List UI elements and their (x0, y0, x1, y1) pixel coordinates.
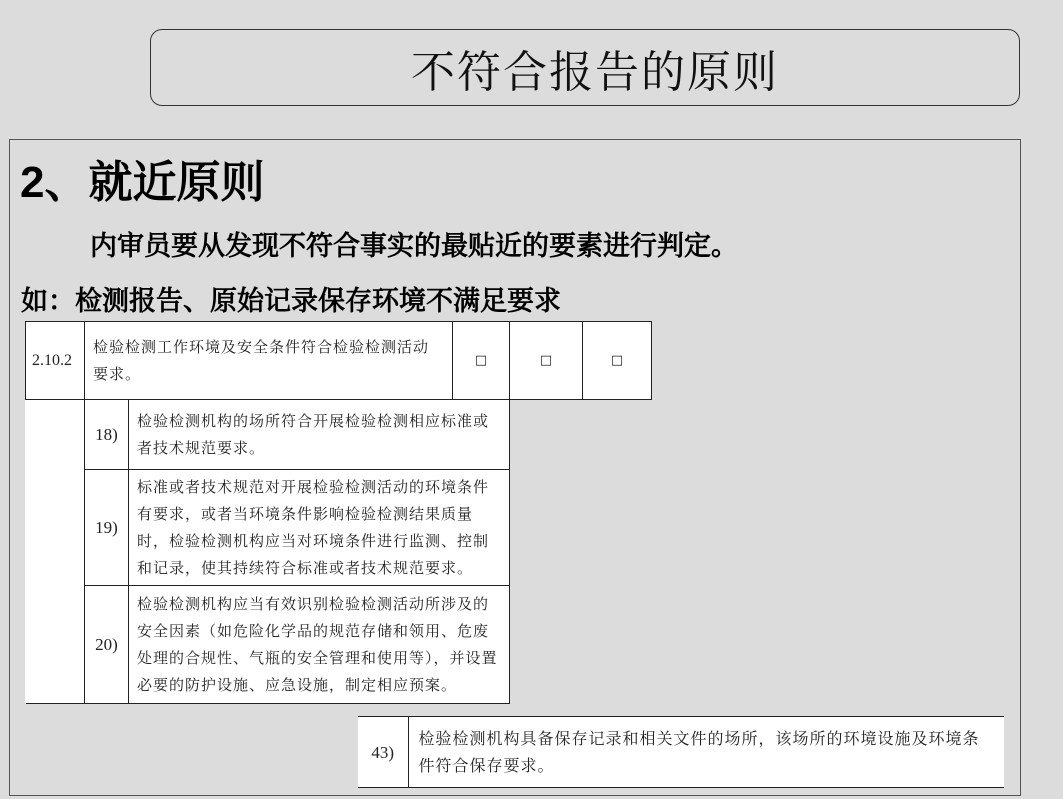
item-number: 18) (85, 400, 129, 470)
checkbox-cell-2 (510, 322, 583, 400)
item-text: 检验检测机构应当有效识别检验检测活动所涉及的安全因素（如危险化学品的规范存储和领用、危废处理的合规性、气瓶的安全管理和使用等），并设置必要的防护设施、应急设施，制定相应预案。 (129, 586, 510, 704)
table-row (26, 400, 652, 470)
clause-number: 2.10.2 (26, 322, 85, 400)
checkbox-icon: □ (539, 353, 553, 368)
checkbox-icon: □ (610, 353, 624, 368)
heading-text: 、就近原则 (44, 157, 265, 208)
table-row (26, 470, 652, 586)
table-row (358, 717, 1004, 788)
blank-cell (26, 400, 85, 704)
section-heading (20, 146, 264, 210)
item-text: 标准或者技术规范对开展检验检测活动的环境条件有要求，或者当环境条件影响检验检测结果质量时，检验检测机构应当对环境条件进行监测、控制和记录，使其持续符合标准或者技术规范要求。 (129, 470, 510, 586)
standard-clause-table (25, 321, 652, 704)
clause-text: 检验检测工作环境及安全条件符合检验检测活动要求。 (85, 322, 453, 400)
blank-cell (510, 586, 652, 704)
checkbox-cell-1 (453, 322, 510, 400)
slide-title: 不符合报告的原则 (411, 46, 779, 98)
slide-title-box (150, 29, 1020, 106)
principle-statement: 内审员要从发现不符合事实的最贴近的要素进行判定。 (90, 231, 738, 262)
blank-cell (510, 470, 652, 586)
item-number: 20) (85, 586, 129, 704)
item-text: 检验检测机构的场所符合开展检验检测相应标准或者技术规范要求。 (129, 400, 510, 470)
item-number: 43) (358, 717, 408, 788)
item-number: 19) (85, 470, 129, 586)
item-text: 检验检测机构具备保存记录和相关文件的场所，该场所的环境设施及环境条件符合保存要求。 (408, 717, 1004, 788)
record-storage-table (358, 716, 1004, 788)
checkbox-cell-3 (583, 322, 652, 400)
heading-number: 2 (20, 158, 45, 207)
checkbox-icon: □ (474, 353, 488, 368)
example-statement: 如：检测报告、原始记录保存环境不满足要求 (21, 286, 561, 317)
blank-cell (510, 400, 652, 470)
table-row (26, 586, 652, 704)
content-panel (9, 139, 1021, 796)
clause-row (26, 322, 652, 400)
